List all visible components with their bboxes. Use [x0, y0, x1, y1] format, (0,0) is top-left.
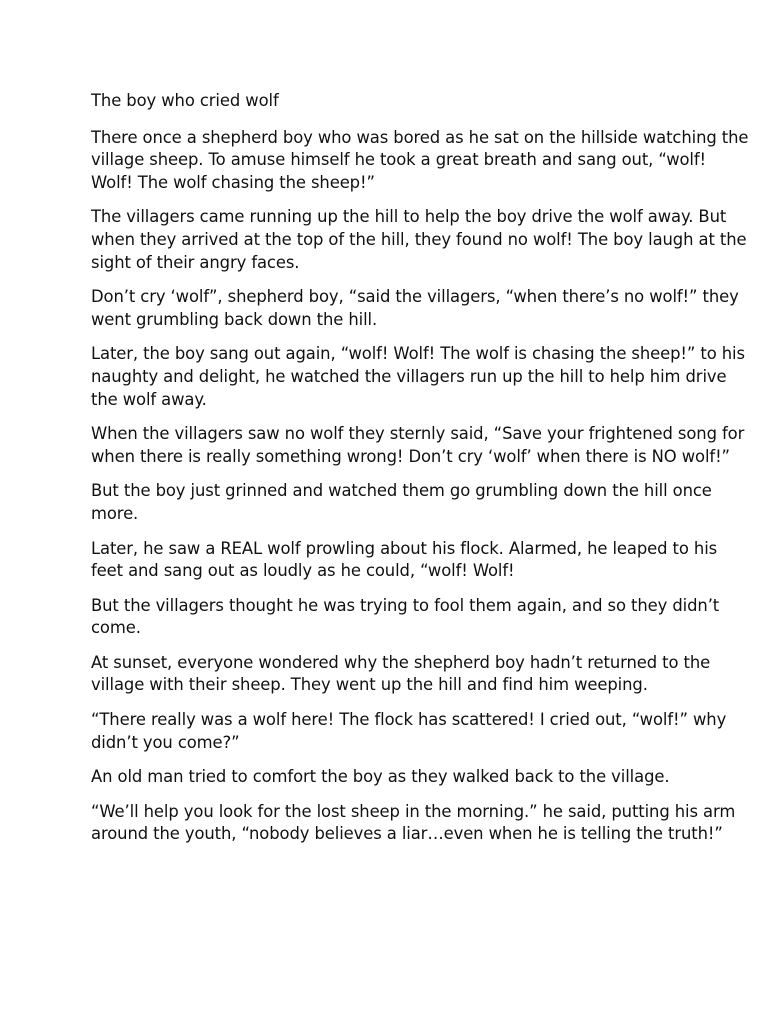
paragraph: “There really was a wolf here! The flock has scattered! I cried out, “wolf!” why didn’t you come?” [91, 710, 727, 752]
paragraph: But the boy just grinned and watched them go grumbling down the hill once more. [91, 481, 712, 523]
paragraph: An old man tried to comfort the boy as they walked back to the village. [91, 767, 670, 787]
paragraph: There once a shepherd boy who was bored as he sat on the hillside watching the village sheep. To amuse himself he took a great breath and sang out, “wolf! Wolf! The wolf chasing the sheep!” [91, 127, 749, 192]
paragraph: But the villagers thought he was trying to fool them again, and so they didn’t come. [91, 595, 720, 638]
paragraph: Later, the boy sang out again, “wolf! Wolf! The wolf is chasing the sheep!” to his naughty and delight, he watched the villagers run up the hill to help him drive the wolf away. [91, 344, 745, 409]
paragraph: At sunset, everyone wondered why the shepherd boy hadn’t returned to the village with their sheep. They went up the hill and find him weeping. [91, 652, 711, 695]
document-title: The boy who cried wolf [91, 91, 279, 110]
paragraph: The villagers came running up the hill to help the boy drive the wolf away. But when they arrived at the top of the hill, they found no wolf! The boy laugh at the sight of their angry faces. [91, 207, 747, 272]
paragraph: When the villagers saw no wolf they sternly said, “Save your frightened song for when there is really something wrong! Don’t cry ‘wolf’ when there is NO wolf!” [91, 424, 745, 466]
paragraph: “We’ll help you look for the lost sheep in the morning.” he said, putting his arm around the youth, “nobody believes a liar…even when he is telling the truth!” [91, 801, 736, 844]
document-page [91, 90, 751, 858]
paragraph: Don’t cry ‘wolf”, shepherd boy, “said the villagers, “when there’s no wolf!” they went grumbling back down the hill. [91, 287, 739, 329]
paragraph: Later, he saw a REAL wolf prowling about his flock. Alarmed, he leaped to his feet and sang out as loudly as he could, “wolf! Wolf! [91, 538, 718, 581]
